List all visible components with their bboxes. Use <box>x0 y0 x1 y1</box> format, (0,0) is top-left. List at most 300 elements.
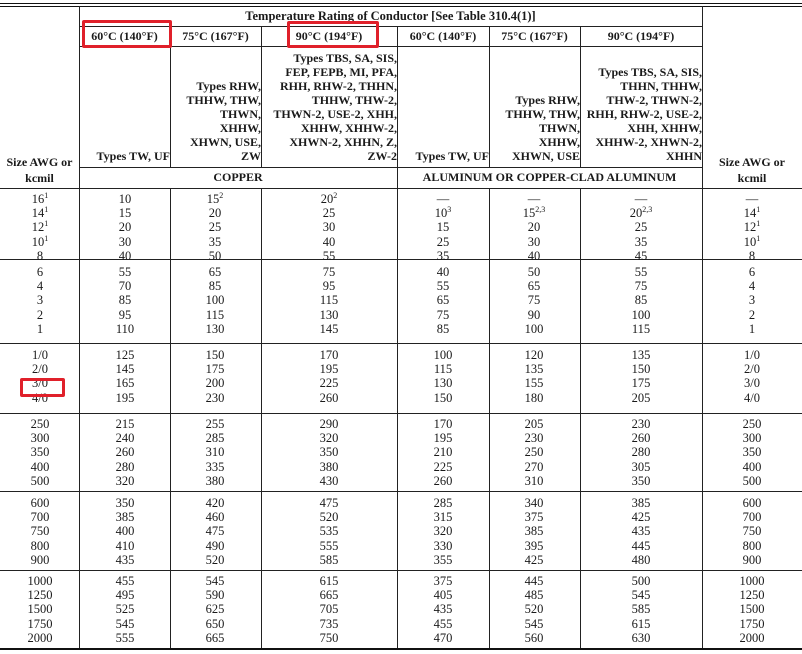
table-cell-al60 <box>403 588 483 602</box>
cell-value: 1000 <box>739 574 765 588</box>
table-cell-al90 <box>601 293 681 307</box>
table-cell-size-r <box>712 376 792 390</box>
table-cell-cu90 <box>289 510 369 524</box>
table-cell-size-r <box>712 192 792 206</box>
table-cell-size <box>0 524 80 538</box>
cell-value: 4/0 <box>744 390 760 405</box>
cell-value: 585 <box>631 602 651 617</box>
table-cell-cu90 <box>289 220 369 234</box>
table-cell-al75 <box>494 391 574 405</box>
cell-value: 520 <box>524 602 544 617</box>
group-divider <box>0 491 802 492</box>
table-cell-size <box>0 220 80 234</box>
cell-value: — <box>634 192 648 206</box>
cell-value: 425 <box>631 510 651 525</box>
table-cell-cu60 <box>85 220 165 234</box>
group-divider <box>0 413 802 414</box>
table-cell-cu75 <box>175 220 255 234</box>
cell-value: 30 <box>118 234 132 249</box>
footnote-ref: 1 <box>44 205 49 215</box>
cell-value: 1 <box>36 321 44 336</box>
cell-value: 1750 <box>739 616 765 631</box>
table-cell-al60 <box>403 539 483 553</box>
cell-value: 195 <box>319 362 339 377</box>
cell-value: 1250 <box>739 588 765 603</box>
temp-header-cu90: 90°C (194°F) <box>295 28 363 43</box>
cell-value: 40 <box>322 234 336 249</box>
cell-value: 2 <box>748 307 756 322</box>
cell-value: 100 <box>631 307 651 322</box>
table-cell-cu90 <box>289 631 369 645</box>
table-cell-size-r <box>712 588 792 602</box>
types-line: Types RHW, <box>515 93 580 107</box>
types-line: XHHN <box>666 149 702 163</box>
cell-value: 15 <box>118 206 132 221</box>
cell-value: 330 <box>433 538 453 553</box>
table-cell-al60 <box>403 474 483 488</box>
table-cell-size-r <box>712 631 792 645</box>
table-cell-al75 <box>494 460 574 474</box>
table-cell-cu60 <box>85 376 165 390</box>
cell-value: 535 <box>319 524 339 539</box>
cell-value: 195 <box>115 390 135 405</box>
table-cell-al90 <box>601 539 681 553</box>
table-cell-al60 <box>403 631 483 645</box>
cell-value: 205 <box>631 390 651 405</box>
table-cell-cu60 <box>85 539 165 553</box>
size-header-right <box>702 152 802 188</box>
footnote-ref: 1 <box>44 233 49 243</box>
table-cell-cu60 <box>85 235 165 249</box>
table-cell-cu90 <box>289 496 369 510</box>
cell-value: 75 <box>527 293 541 308</box>
table-cell-cu60 <box>85 265 165 279</box>
cell-value: 1 <box>748 321 756 336</box>
types-line: ZW-2 <box>367 149 397 163</box>
table-cell-size-r <box>712 617 792 631</box>
table-cell-cu90 <box>289 376 369 390</box>
table-cell-size <box>0 431 80 445</box>
table-cell-size-r <box>712 539 792 553</box>
table-cell-al75 <box>494 602 574 616</box>
table-cell-size <box>0 293 80 307</box>
material-aluminum: ALUMINUM OR COPPER-CLAD ALUMINUM <box>422 170 677 184</box>
cell-value: 545 <box>631 588 651 603</box>
cell-value: 385 <box>524 524 544 539</box>
cell-value: 4 <box>748 279 756 294</box>
cell-value: 900 <box>742 552 762 567</box>
table-cell-cu90 <box>289 445 369 459</box>
table-cell-cu75 <box>175 631 255 645</box>
cell-value: 170 <box>319 348 339 362</box>
table-cell-size <box>0 445 80 459</box>
table-cell-cu90 <box>289 362 369 376</box>
table-title: Temperature Rating of Conductor [See Table 310.4(1)] <box>245 8 536 23</box>
table-cell-al60 <box>403 524 483 538</box>
cell-value: 385 <box>631 496 651 510</box>
cell-value: 350 <box>742 445 762 460</box>
table-cell-cu75 <box>175 431 255 445</box>
cell-value: 350 <box>631 473 651 488</box>
cell-value: 470 <box>433 630 453 645</box>
cell-value: 85 <box>208 279 222 294</box>
cell-value: 290 <box>319 417 339 431</box>
table-cell-size <box>0 617 80 631</box>
cell-value: 665 <box>205 630 225 645</box>
table-cell-al75 <box>494 496 574 510</box>
cell-value: 225 <box>319 376 339 391</box>
cell-value: 525 <box>115 602 135 617</box>
table-cell-al90 <box>601 322 681 336</box>
table-cell-cu90 <box>289 431 369 445</box>
cell-value: 30 <box>527 234 541 249</box>
table-cell-size <box>0 249 80 263</box>
table-cell-cu75 <box>175 279 255 293</box>
temp-header-al90: 90°C (194°F) <box>607 28 675 43</box>
types-line: XHHW, <box>538 135 580 149</box>
cell-value: 55 <box>634 265 648 279</box>
table-cell-cu60 <box>85 391 165 405</box>
cell-value: 545 <box>205 574 225 588</box>
table-cell-al90 <box>601 602 681 616</box>
cell-value: 545 <box>115 616 135 631</box>
table-cell-cu75 <box>175 553 255 567</box>
table-cell-cu60 <box>85 474 165 488</box>
table-cell-size-r <box>712 220 792 234</box>
table-cell-size <box>0 602 80 616</box>
cell-value: 480 <box>631 552 651 567</box>
table-cell-cu75 <box>175 602 255 616</box>
table-cell-al75 <box>494 524 574 538</box>
cell-value: 500 <box>30 473 50 488</box>
cell-value: 145 <box>319 321 339 336</box>
cell-value: 900 <box>30 552 50 567</box>
cell-value: 45 <box>634 248 648 263</box>
divider <box>0 188 802 189</box>
cell-value: 225 <box>433 459 453 474</box>
table-cell-size-r <box>712 362 792 376</box>
footnote-ref: 1 <box>44 191 49 200</box>
cell-value: 8 <box>748 248 756 263</box>
types-cu60 <box>79 47 170 167</box>
types-cu75 <box>170 47 261 167</box>
types-al60 <box>397 47 489 167</box>
table-cell-cu75 <box>175 445 255 459</box>
table-cell-al60 <box>403 602 483 616</box>
cell-value: 75 <box>634 279 648 294</box>
table-cell-cu60 <box>85 553 165 567</box>
footnote-ref: 1 <box>756 233 761 243</box>
cell-value: 615 <box>631 616 651 631</box>
cell-value: 40 <box>527 248 541 263</box>
table-cell-size <box>0 417 80 431</box>
cell-value: 3 <box>748 293 756 308</box>
types-line: THWN-2, USE-2, XHH, <box>273 107 397 121</box>
divider <box>580 188 581 648</box>
cell-value: 55 <box>322 248 336 263</box>
cell-value: 3 <box>36 293 44 308</box>
footnote-ref: 2,3 <box>642 205 653 215</box>
cell-value: 65 <box>527 279 541 294</box>
table-cell-cu90 <box>289 574 369 588</box>
cell-value: 14 <box>31 206 45 221</box>
cell-value: 40 <box>436 265 450 279</box>
cell-value: 20 <box>629 206 643 221</box>
table-cell-cu60 <box>85 293 165 307</box>
table-cell-al90 <box>601 235 681 249</box>
cell-value: 255 <box>205 417 225 431</box>
cell-value: 10 <box>118 192 132 206</box>
cell-value: 310 <box>205 445 225 460</box>
cell-value: 270 <box>524 459 544 474</box>
table-cell-cu60 <box>85 431 165 445</box>
cell-value: 12 <box>31 220 45 235</box>
table-cell-al60 <box>403 617 483 631</box>
cell-value: — <box>745 192 759 206</box>
table-cell-al60 <box>403 574 483 588</box>
table-cell-size <box>0 553 80 567</box>
table-cell-size-r <box>712 391 792 405</box>
types-line: RHH, RHW-2, THHN, <box>279 79 397 93</box>
table-cell-cu90 <box>289 235 369 249</box>
table-cell-al90 <box>601 460 681 474</box>
table-cell-al60 <box>403 431 483 445</box>
table-cell-size <box>0 474 80 488</box>
table-cell-al75 <box>494 553 574 567</box>
cell-value: 630 <box>631 630 651 645</box>
cell-value: 35 <box>208 234 222 249</box>
cell-value: 430 <box>319 473 339 488</box>
cell-value: 30 <box>322 220 336 235</box>
table-cell-cu75 <box>175 293 255 307</box>
cell-value: 750 <box>30 524 50 539</box>
size-header-line: kcmil <box>25 171 54 185</box>
cell-value: 15 <box>522 206 536 221</box>
types-line: XHHW, <box>219 121 261 135</box>
table-cell-al75 <box>494 362 574 376</box>
cell-value: 260 <box>319 390 339 405</box>
table-cell-cu90 <box>289 293 369 307</box>
cell-value: 300 <box>30 431 50 446</box>
table-cell-size-r <box>712 348 792 362</box>
table-cell-cu75 <box>175 206 255 220</box>
cell-value: 495 <box>115 588 135 603</box>
cell-value: 1/0 <box>32 348 48 362</box>
cell-value: 205 <box>524 417 544 431</box>
cell-value: 20 <box>320 192 334 206</box>
cell-value: 10 <box>743 234 757 249</box>
types-line: Types RHW, <box>196 79 261 93</box>
cell-value: 250 <box>524 445 544 460</box>
cell-value: 6 <box>748 265 756 279</box>
table-cell-al90 <box>601 308 681 322</box>
cell-value: 500 <box>631 574 651 588</box>
cell-value: 375 <box>524 510 544 525</box>
types-al90 <box>580 47 702 167</box>
table-cell-cu75 <box>175 322 255 336</box>
table-cell-size <box>0 362 80 376</box>
table-cell-size-r <box>712 235 792 249</box>
cell-value: 750 <box>319 630 339 645</box>
divider <box>489 188 490 648</box>
table-cell-al90 <box>601 496 681 510</box>
cell-value: 100 <box>433 348 453 362</box>
table-cell-al75 <box>494 588 574 602</box>
footnote-ref: 2,3 <box>535 205 546 215</box>
temp-header-al75: 75°C (167°F) <box>501 28 568 43</box>
cell-value: 585 <box>319 552 339 567</box>
cell-value: 195 <box>433 431 453 446</box>
table-cell-al75 <box>494 322 574 336</box>
table-cell-al90 <box>601 445 681 459</box>
cell-value: 435 <box>433 602 453 617</box>
table-cell-size <box>0 322 80 336</box>
table-cell-size-r <box>712 510 792 524</box>
cell-value: 355 <box>433 552 453 567</box>
table-cell-al60 <box>403 235 483 249</box>
table-cell-al75 <box>494 445 574 459</box>
cell-value: 50 <box>527 265 541 279</box>
table-cell-al75 <box>494 265 574 279</box>
table-cell-al75 <box>494 376 574 390</box>
table-cell-size-r <box>712 474 792 488</box>
table-cell-al90 <box>601 348 681 362</box>
table-cell-al60 <box>403 391 483 405</box>
table-cell-cu60 <box>85 588 165 602</box>
table-cell-al60 <box>403 362 483 376</box>
cell-value: 55 <box>436 279 450 294</box>
table-cell-al90 <box>601 574 681 588</box>
table-cell-cu75 <box>175 376 255 390</box>
cell-value: 350 <box>115 496 135 510</box>
cell-value: 445 <box>524 574 544 588</box>
table-cell-cu60 <box>85 417 165 431</box>
cell-value: 590 <box>205 588 225 603</box>
temp-header-al60: 60°C (140°F) <box>409 28 477 43</box>
table-cell-cu75 <box>175 588 255 602</box>
table-cell-al90 <box>601 617 681 631</box>
table-cell-cu75 <box>175 574 255 588</box>
table-cell-cu75 <box>175 460 255 474</box>
cell-value: 455 <box>433 616 453 631</box>
cell-value: 40 <box>118 248 132 263</box>
table-cell-cu75 <box>175 362 255 376</box>
cell-value: 55 <box>118 265 132 279</box>
table-cell-al75 <box>494 631 574 645</box>
bottom-rule <box>0 648 802 650</box>
cell-value: 380 <box>205 473 225 488</box>
cell-value: 445 <box>631 538 651 553</box>
cell-value: 435 <box>115 552 135 567</box>
table-cell-size <box>0 460 80 474</box>
cell-value: 145 <box>115 362 135 377</box>
divider <box>170 188 171 648</box>
types-line: THHW, THW, <box>186 93 261 107</box>
table-cell-size <box>0 539 80 553</box>
table-cell-al75 <box>494 192 574 206</box>
cell-value: 125 <box>115 348 135 362</box>
cell-value: 280 <box>631 445 651 460</box>
cell-value: 85 <box>436 321 450 336</box>
table-cell-cu60 <box>85 192 165 206</box>
cell-value: 2000 <box>27 630 53 645</box>
cell-value: 380 <box>319 459 339 474</box>
table-cell-cu90 <box>289 279 369 293</box>
table-cell-al60 <box>403 206 483 220</box>
cell-value: 4 <box>36 279 44 294</box>
table-cell-size-r <box>712 496 792 510</box>
table-cell-al60 <box>403 553 483 567</box>
cell-value: 3/0 <box>32 376 48 391</box>
cell-value: 20 <box>118 220 132 235</box>
table-cell-al90 <box>601 631 681 645</box>
cell-value: 90 <box>527 307 541 322</box>
cell-value: 320 <box>433 524 453 539</box>
table-cell-al60 <box>403 445 483 459</box>
cell-value: 175 <box>631 376 651 391</box>
cell-value: 350 <box>319 445 339 460</box>
table-cell-cu75 <box>175 348 255 362</box>
cell-value: 260 <box>115 445 135 460</box>
cell-value: 25 <box>208 220 222 235</box>
table-cell-cu90 <box>289 322 369 336</box>
table-cell-size <box>0 348 80 362</box>
table-cell-cu75 <box>175 539 255 553</box>
cell-value: 615 <box>319 574 339 588</box>
table-cell-cu90 <box>289 553 369 567</box>
cell-value: 175 <box>205 362 225 377</box>
table-cell-size-r <box>712 602 792 616</box>
cell-value: 150 <box>205 348 225 362</box>
cell-value: 555 <box>319 538 339 553</box>
footnote-ref: 2 <box>219 191 224 200</box>
cell-value: 10 <box>31 234 45 249</box>
cell-value: 20 <box>527 220 541 235</box>
cell-value: 250 <box>742 417 762 431</box>
cell-value: 310 <box>524 473 544 488</box>
cell-value: 70 <box>118 279 132 294</box>
cell-value: 285 <box>433 496 453 510</box>
table-cell-al75 <box>494 308 574 322</box>
cell-value: 50 <box>208 248 222 263</box>
table-cell-al60 <box>403 249 483 263</box>
table-cell-cu90 <box>289 539 369 553</box>
cell-value: 120 <box>524 348 544 362</box>
cell-value: 320 <box>115 473 135 488</box>
table-cell-al60 <box>403 376 483 390</box>
cell-value: 340 <box>524 496 544 510</box>
table-cell-al75 <box>494 220 574 234</box>
table-cell-size <box>0 206 80 220</box>
table-cell-cu90 <box>289 617 369 631</box>
cell-value: 115 <box>631 321 651 336</box>
cell-value: 1500 <box>739 602 765 617</box>
table-cell-cu75 <box>175 308 255 322</box>
cell-value: 665 <box>319 588 339 603</box>
cell-value: 475 <box>205 524 225 539</box>
highlight-box-3-0 <box>20 378 65 397</box>
group-divider <box>0 343 802 344</box>
cell-value: 240 <box>115 431 135 446</box>
cell-value: 705 <box>319 602 339 617</box>
table-cell-al75 <box>494 574 574 588</box>
footnote-ref: 1 <box>756 219 761 229</box>
table-cell-al75 <box>494 617 574 631</box>
highlight-box-cu60 <box>82 20 172 48</box>
table-cell-cu60 <box>85 362 165 376</box>
table-cell-size-r <box>712 445 792 459</box>
table-cell-cu90 <box>289 206 369 220</box>
